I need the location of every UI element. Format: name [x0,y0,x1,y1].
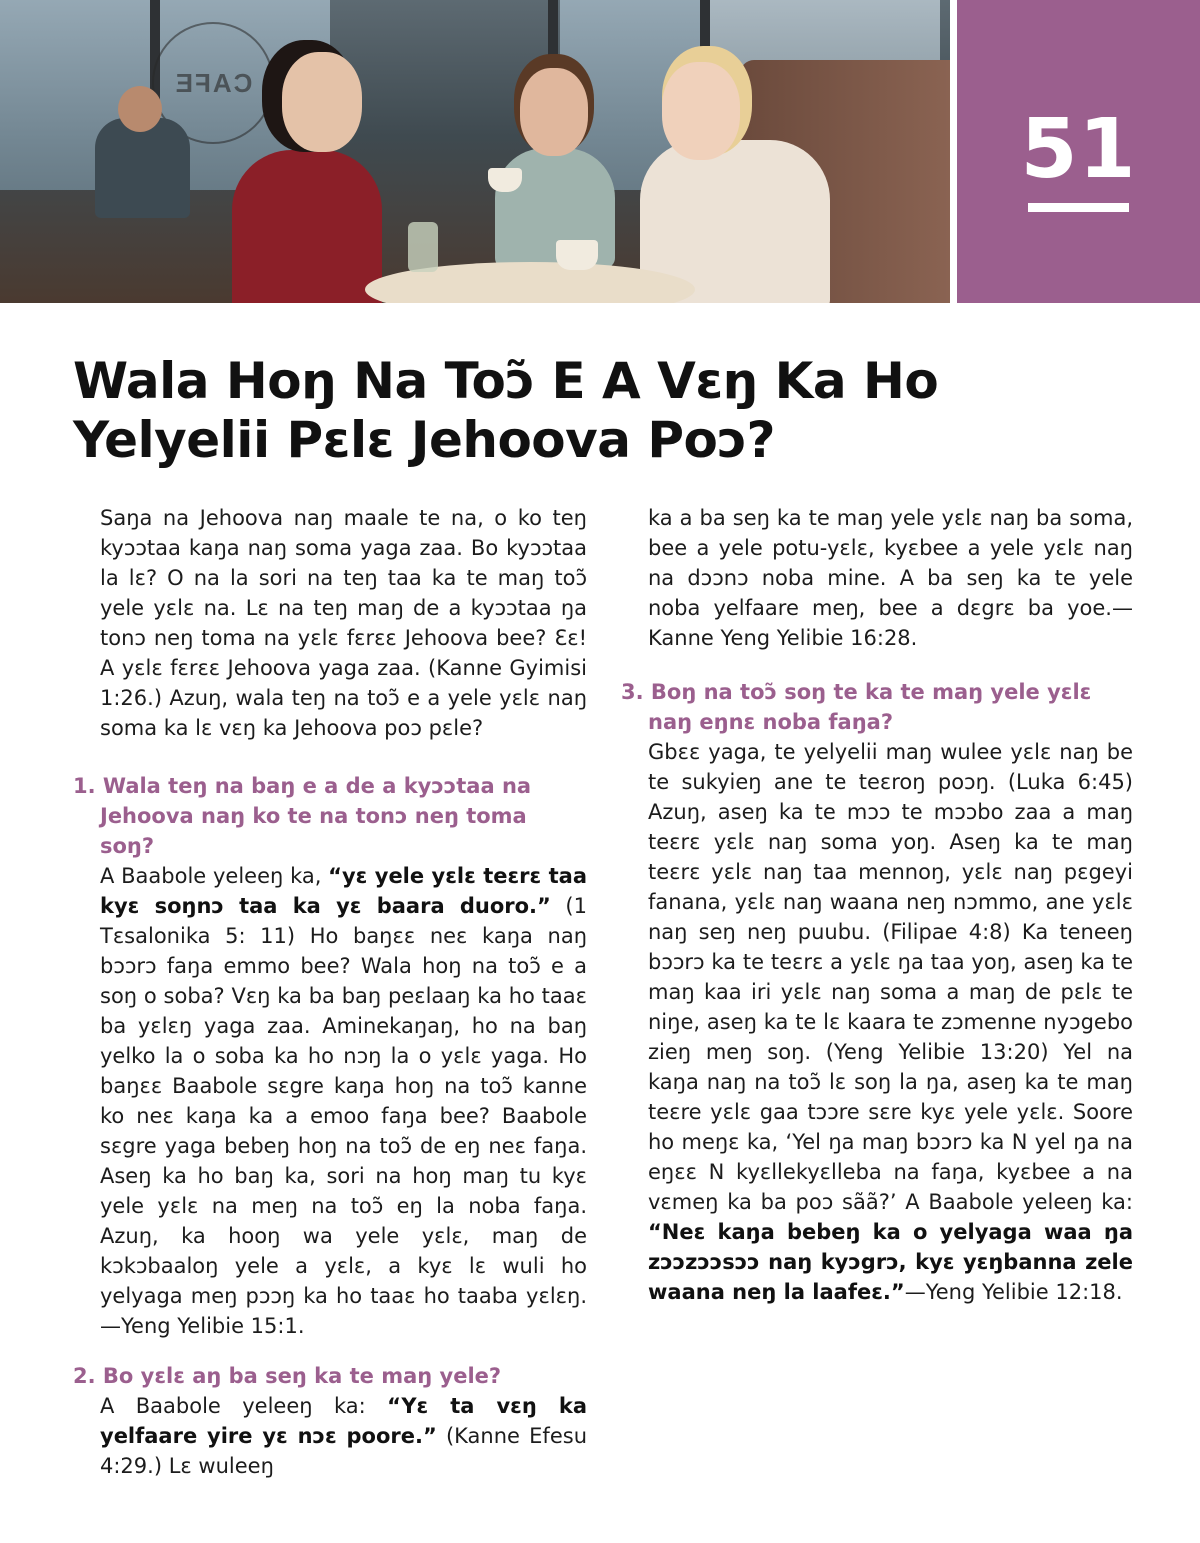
answer-lead: A Baabole yeleeŋ ka, [100,864,329,888]
title-line-1: Wala Hoŋ Na Toɔ̃ E A Vɛŋ Ka Ho [73,352,939,410]
scripture-quote: “Yɛ ta vɛŋ ka yelfaare yire yɛ nɔɛ poore.” [100,1394,587,1448]
left-column [73,503,587,1481]
right-column [621,503,1133,1307]
question-3-answer [621,737,1133,1307]
scripture-quote: “yɛ yele yɛlɛ teɛrɛ taa kyɛ soŋnɔ taa ka yɛ baara duoro.” [100,864,587,918]
scripture-reference: —Yeng Yelibie 12:18. [904,1280,1123,1304]
chapter-badge [957,0,1200,303]
question-2-answer [73,1391,587,1481]
chapter-underline [1028,203,1129,212]
page-title [73,352,973,470]
answer-lead: A Baabole yeleeŋ ka: [100,1394,388,1418]
glass-jar [408,222,438,272]
coffee-cup [556,240,598,270]
background-man-head [118,86,162,132]
question-1-heading: 1. Wala teŋ na baŋ e a de a kyɔɔtaa na Jehoova naŋ ko te na tonɔ neŋ toma soŋ? [73,774,532,858]
woman-red-sweater [232,150,382,303]
question-3-heading: 3. Boŋ na toɔ̃ soŋ te ka te maŋ yele yɛlɛ naŋ eŋnɛ noba faŋa? [621,680,1092,734]
question-1-answer [73,861,587,1341]
woman-green-blouse-head [520,68,588,156]
cafe-sign-logo: CAFE [152,22,274,144]
intro-paragraph: Saŋa na Jehoova naŋ maale te na, o ko teŋ kyɔɔtaa kaŋa naŋ soma yaga zaa. Bo kyɔɔtaa la lɛ? O na la sori na teŋ taa ka te maŋ toɔ̃ yele yɛlɛ na. Lɛ na teŋ maŋ de a kyɔɔtaa ŋa tonɔ neŋ toma na yɛlɛ fɛrɛɛ Jehoova bee? Ɛɛ! A yɛlɛ fɛrɛɛ Jehoova yaga zaa. (Kanne Gyimisi 1:26.) Azuŋ, wala teŋ na toɔ̃ e a yele yɛlɛ naŋ soma ka lɛ vɛŋ ka Jehoova poɔ pɛle? [100,506,587,740]
answer-text: Gbɛɛ yaga, te yelyelii maŋ wulee yɛlɛ naŋ be te sukyieŋ ane te teɛroŋ poɔŋ. (Luka 6:45) Azuŋ, aseŋ ka te mɔɔ te mɔɔbo zaa a maŋ teɛrɛ yɛlɛ naŋ soma yoŋ. Aseŋ ka te maŋ teɛrɛ yɛlɛ naŋ taa mennoŋ, yɛlɛ naŋ pɛgeyi fanana, yɛlɛ naŋ waana neŋ nɔmmo, ane yɛlɛ naŋ seŋ neŋ puubu. (Filipae 4:8) Ka teneeŋ bɔɔrɔ ka te teɛrɛ a yɛlɛ ŋa taa yoŋ, aseŋ ka te maŋ kaa iri yɛlɛ naŋ soma a maŋ de pɛlɛ te niŋe, aseŋ ka te lɛ kaara te zɔmenne nyɔgebo zieŋ meŋ soŋ. (Yeng Yelibie 13:20) Yel na kaŋa naŋ na toɔ̃ lɛ soŋ la ŋa, aseŋ ka te maŋ teɛre yɛlɛ gaa tɔɔre sɛre kyɛ yele yɛlɛ. Soore ho meŋɛ ka, ‘Yel ŋa maŋ bɔɔrɔ ka N yel ŋa na eŋɛɛ N kyɛllekyɛlleba na faŋa, kyɛbee a na vɛmeŋ ka ba poɔ sãã?’ A Baabole yeleeŋ ka: [648,740,1133,1214]
title-line-2: Yelyelii Pɛlɛ Jehoova Poɔ? [73,411,776,469]
answer-text: (1 Tɛsalonika 5: 11) Ho baŋɛɛ neɛ kaŋa naŋ bɔɔrɔ faŋa emmo bee? Wala hoŋ na toɔ̃ e a soŋ o soba? Vɛŋ ka ba baŋ peɛlaaŋ ka ho taaɛ ba yɛlɛŋ yaga zaa. Aminekaŋaŋ, ho na baŋ yelko la o soba ka ho nɔŋ la o yɛlɛ yaga. Ho baŋɛɛ Baabole sɛgre kaŋa hoŋ na toɔ̃ kanne ko neɛ kaŋa ka a emoo faŋa bee? Baabole sɛgre yaga bebeŋ hoŋ na toɔ̃ de eŋ neɛ faŋa. Aseŋ ka ho baŋ ka, sori na hoŋ maŋ tu kyɛ yele yɛlɛ na meŋ na toɔ̃ eŋ la noba faŋa. Azuŋ, ka hooŋ wa yele yɛlɛ, maŋ de kɔkɔbaaloŋ yele a yɛlɛ, a kyɛ lɛ wuli ho yelyaga meŋ pɔɔŋ ka ho taaɛ ho taaba yɛlɛŋ.—Yeng Yelibie 15:1. [100,894,587,1338]
coffee-cup [488,168,522,192]
answer-text: (Kanne Efesu 4:29.) Lɛ wuleeŋ [100,1424,587,1478]
chapter-number: 51 [1020,102,1137,197]
question-2-heading: 2. Bo yɛlɛ aŋ ba seŋ ka te maŋ yele? [73,1364,502,1388]
background-man [95,118,190,218]
question-2-answer-continued: ka a ba seŋ ka te maŋ yele yɛlɛ naŋ ba soma, bee a yele potu-yɛlɛ, kyɛbee a yele yɛlɛ naŋ na dɔɔnɔ noba mine. A ba seŋ ka te yele noba yelfaare meŋ, bee a dɛgrɛ ba yoe.—Kanne Yeng Yelibie 16:28. [648,506,1133,650]
woman-cream-sweater-head [662,62,740,160]
header-photo [0,0,950,303]
scripture-quote: “Neɛ kaŋa bebeŋ ka o yelyaga waa ŋa zɔɔzɔɔsɔɔ naŋ kyɔgrɔ, kyɛ yɛŋbanna zele waana neŋ la laafeɛ.” [648,1220,1133,1304]
woman-red-sweater-head [282,52,362,152]
